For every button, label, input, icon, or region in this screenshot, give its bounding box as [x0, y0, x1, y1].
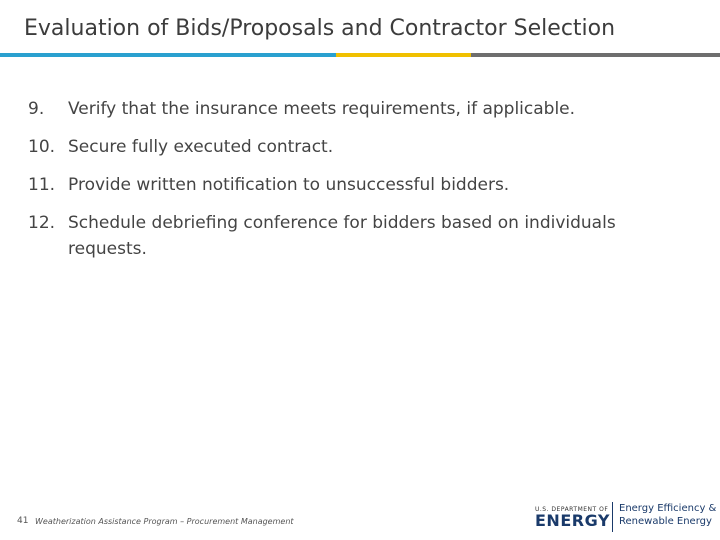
logo-office-line2: Renewable Energy: [619, 516, 712, 527]
list-item-number: 9.: [28, 99, 45, 119]
list-item-text: Verify that the insurance meets requirements, if applicable.: [68, 99, 576, 119]
doe-eere-logo: [535, 500, 715, 534]
logo-office-line1: Energy Efficiency &: [619, 503, 717, 514]
logo-divider: [612, 502, 613, 532]
list-item: [28, 210, 688, 262]
slide-title: Evaluation of Bids/Proposals and Contractor Selection: [24, 16, 616, 41]
list-item-number: 12.: [28, 213, 56, 233]
logo-dept-text: U.S. DEPARTMENT OF: [535, 506, 609, 513]
footer-program-text: Weatherization Assistance Program – Procurement Management: [35, 517, 294, 526]
title-rule-gray: [471, 53, 720, 57]
title-rule-yellow: [336, 53, 471, 57]
list-item-number: 10.: [28, 137, 56, 157]
list-item: [28, 172, 688, 198]
list-item-number: 11.: [28, 175, 56, 195]
list-item: [28, 134, 688, 160]
logo-energy-text: ENERGY: [535, 511, 610, 530]
numbered-list: [28, 96, 688, 274]
page-number: 41: [17, 516, 29, 526]
list-item-text: Secure fully executed contract.: [68, 137, 334, 157]
list-item-text: Provide written notification to unsuccessful bidders.: [68, 175, 510, 195]
list-item-text: Schedule debriefing conference for bidders based on individuals requests.: [68, 213, 616, 259]
title-rule-blue: [0, 53, 336, 57]
list-item: [28, 96, 688, 122]
